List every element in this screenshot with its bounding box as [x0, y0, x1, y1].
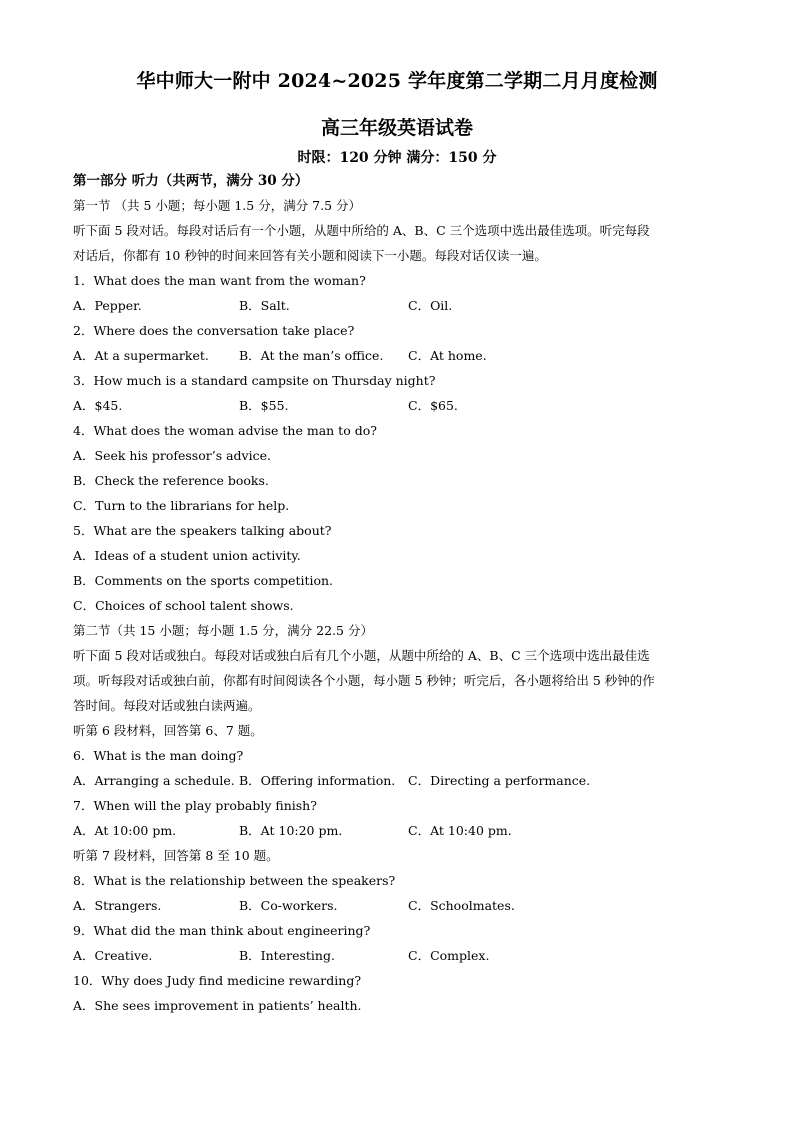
question-9-option-b: B．Interesting. [239, 948, 335, 963]
question-1-option-b: B．Salt. [239, 298, 290, 313]
question-8-option-b: B．Co-workers. [239, 898, 338, 913]
question-7-option-a: A．At 10:00 pm. [73, 823, 177, 838]
question-5-stem: 5．What are the speakers talking about? [73, 523, 332, 538]
exam-timing: 时限：120 分钟 满分：150 分 [297, 150, 497, 166]
question-1-option-c: C．Oil. [408, 298, 453, 313]
question-4-option-a: A．Seek his professor’s advice. [73, 448, 271, 463]
material-7-heading: 听第 7 段材料，回答第 8 至 10 题。 [73, 848, 279, 863]
section1-heading: 第一节 （共 5 小题；每小题 1.5 分，满分 7.5 分） [73, 198, 362, 213]
section1-instruction-line: 听下面 5 段对话。每段对话后有一个小题，从题中所给的 A、B、C 三个选项中选出最佳选项。听完每段 [73, 223, 650, 238]
question-5-option-b: B．Comments on the sports competition. [73, 573, 334, 588]
question-3-option-a: A．$45. [73, 398, 123, 413]
section2-instruction-line: 项。听每段对话或独白前，你都有时间阅读各个小题，每小题 5 秒钟；听完后，各小题将给出 5 秒钟的作 [73, 673, 655, 688]
question-8-stem: 8．What is the relationship between the speakers? [73, 873, 396, 888]
question-6-stem: 6．What is the man doing? [73, 748, 244, 763]
question-9-stem: 9．What did the man think about engineering? [73, 923, 371, 938]
question-4-option-c: C．Turn to the librarians for help. [73, 498, 290, 513]
question-2-stem: 2．Where does the conversation take place? [73, 323, 355, 338]
section2-instruction-line: 答时间。每段对话或独白读两遍。 [73, 698, 261, 713]
question-1-option-a: A．Pepper. [73, 298, 142, 313]
question-5-option-c: C．Choices of school talent shows. [73, 598, 294, 613]
question-8-option-a: A．Strangers. [73, 898, 162, 913]
section1-instruction-line: 对话后，你都有 10 秒钟的时间来回答有关小题和阅读下一小题。每段对话仅读一遍。 [73, 248, 547, 263]
exam-title: 华中师大一附中 2024~2025 学年度第二学期二月月度检测 [136, 70, 658, 92]
question-2-option-a: A．At a supermarket. [73, 348, 209, 363]
question-7-option-b: B．At 10:20 pm. [239, 823, 343, 838]
section2-instruction-line: 听下面 5 段对话或独白。每段对话或独白后有几个小题，从题中所给的 A、B、C 三个选项中选出最佳选 [73, 648, 650, 663]
question-6-option-c: C．Directing a performance. [408, 773, 591, 788]
question-7-option-c: C．At 10:40 pm. [408, 823, 512, 838]
question-2-option-c: C．At home. [408, 348, 487, 363]
question-10-option-a: A．She sees improvement in patients’ health. [73, 998, 362, 1013]
question-10-stem: 10．Why does Judy find medicine rewarding? [73, 973, 362, 988]
question-5-option-a: A．Ideas of a student union activity. [73, 548, 301, 563]
question-6-option-a: A．Arranging a schedule. [73, 773, 235, 788]
question-4-stem: 4．What does the woman advise the man to do? [73, 423, 377, 438]
question-3-stem: 3．How much is a standard campsite on Thursday night? [73, 373, 436, 388]
question-3-option-b: B．$55. [239, 398, 289, 413]
question-4-option-b: B．Check the reference books. [73, 473, 269, 488]
question-2-option-b: B．At the man’s office. [239, 348, 384, 363]
question-9-option-a: A．Creative. [73, 948, 153, 963]
part1-heading: 第一部分 听力（共两节，满分 30 分） [73, 173, 309, 189]
question-3-option-c: C．$65. [408, 398, 458, 413]
question-8-option-c: C．Schoolmates. [408, 898, 515, 913]
question-1-stem: 1．What does the man want from the woman? [73, 273, 366, 288]
section2-heading: 第二节（共 15 小题；每小题 1.5 分，满分 22.5 分） [73, 623, 373, 638]
question-6-option-b: B．Offering information. [239, 773, 396, 788]
question-7-stem: 7．When will the play probably finish? [73, 798, 317, 813]
question-9-option-c: C．Complex. [408, 948, 490, 963]
exam-subtitle: 高三年级英语试卷 [320, 117, 473, 139]
material-6-heading: 听第 6 段材料，回答第 6、7 题。 [73, 723, 263, 738]
